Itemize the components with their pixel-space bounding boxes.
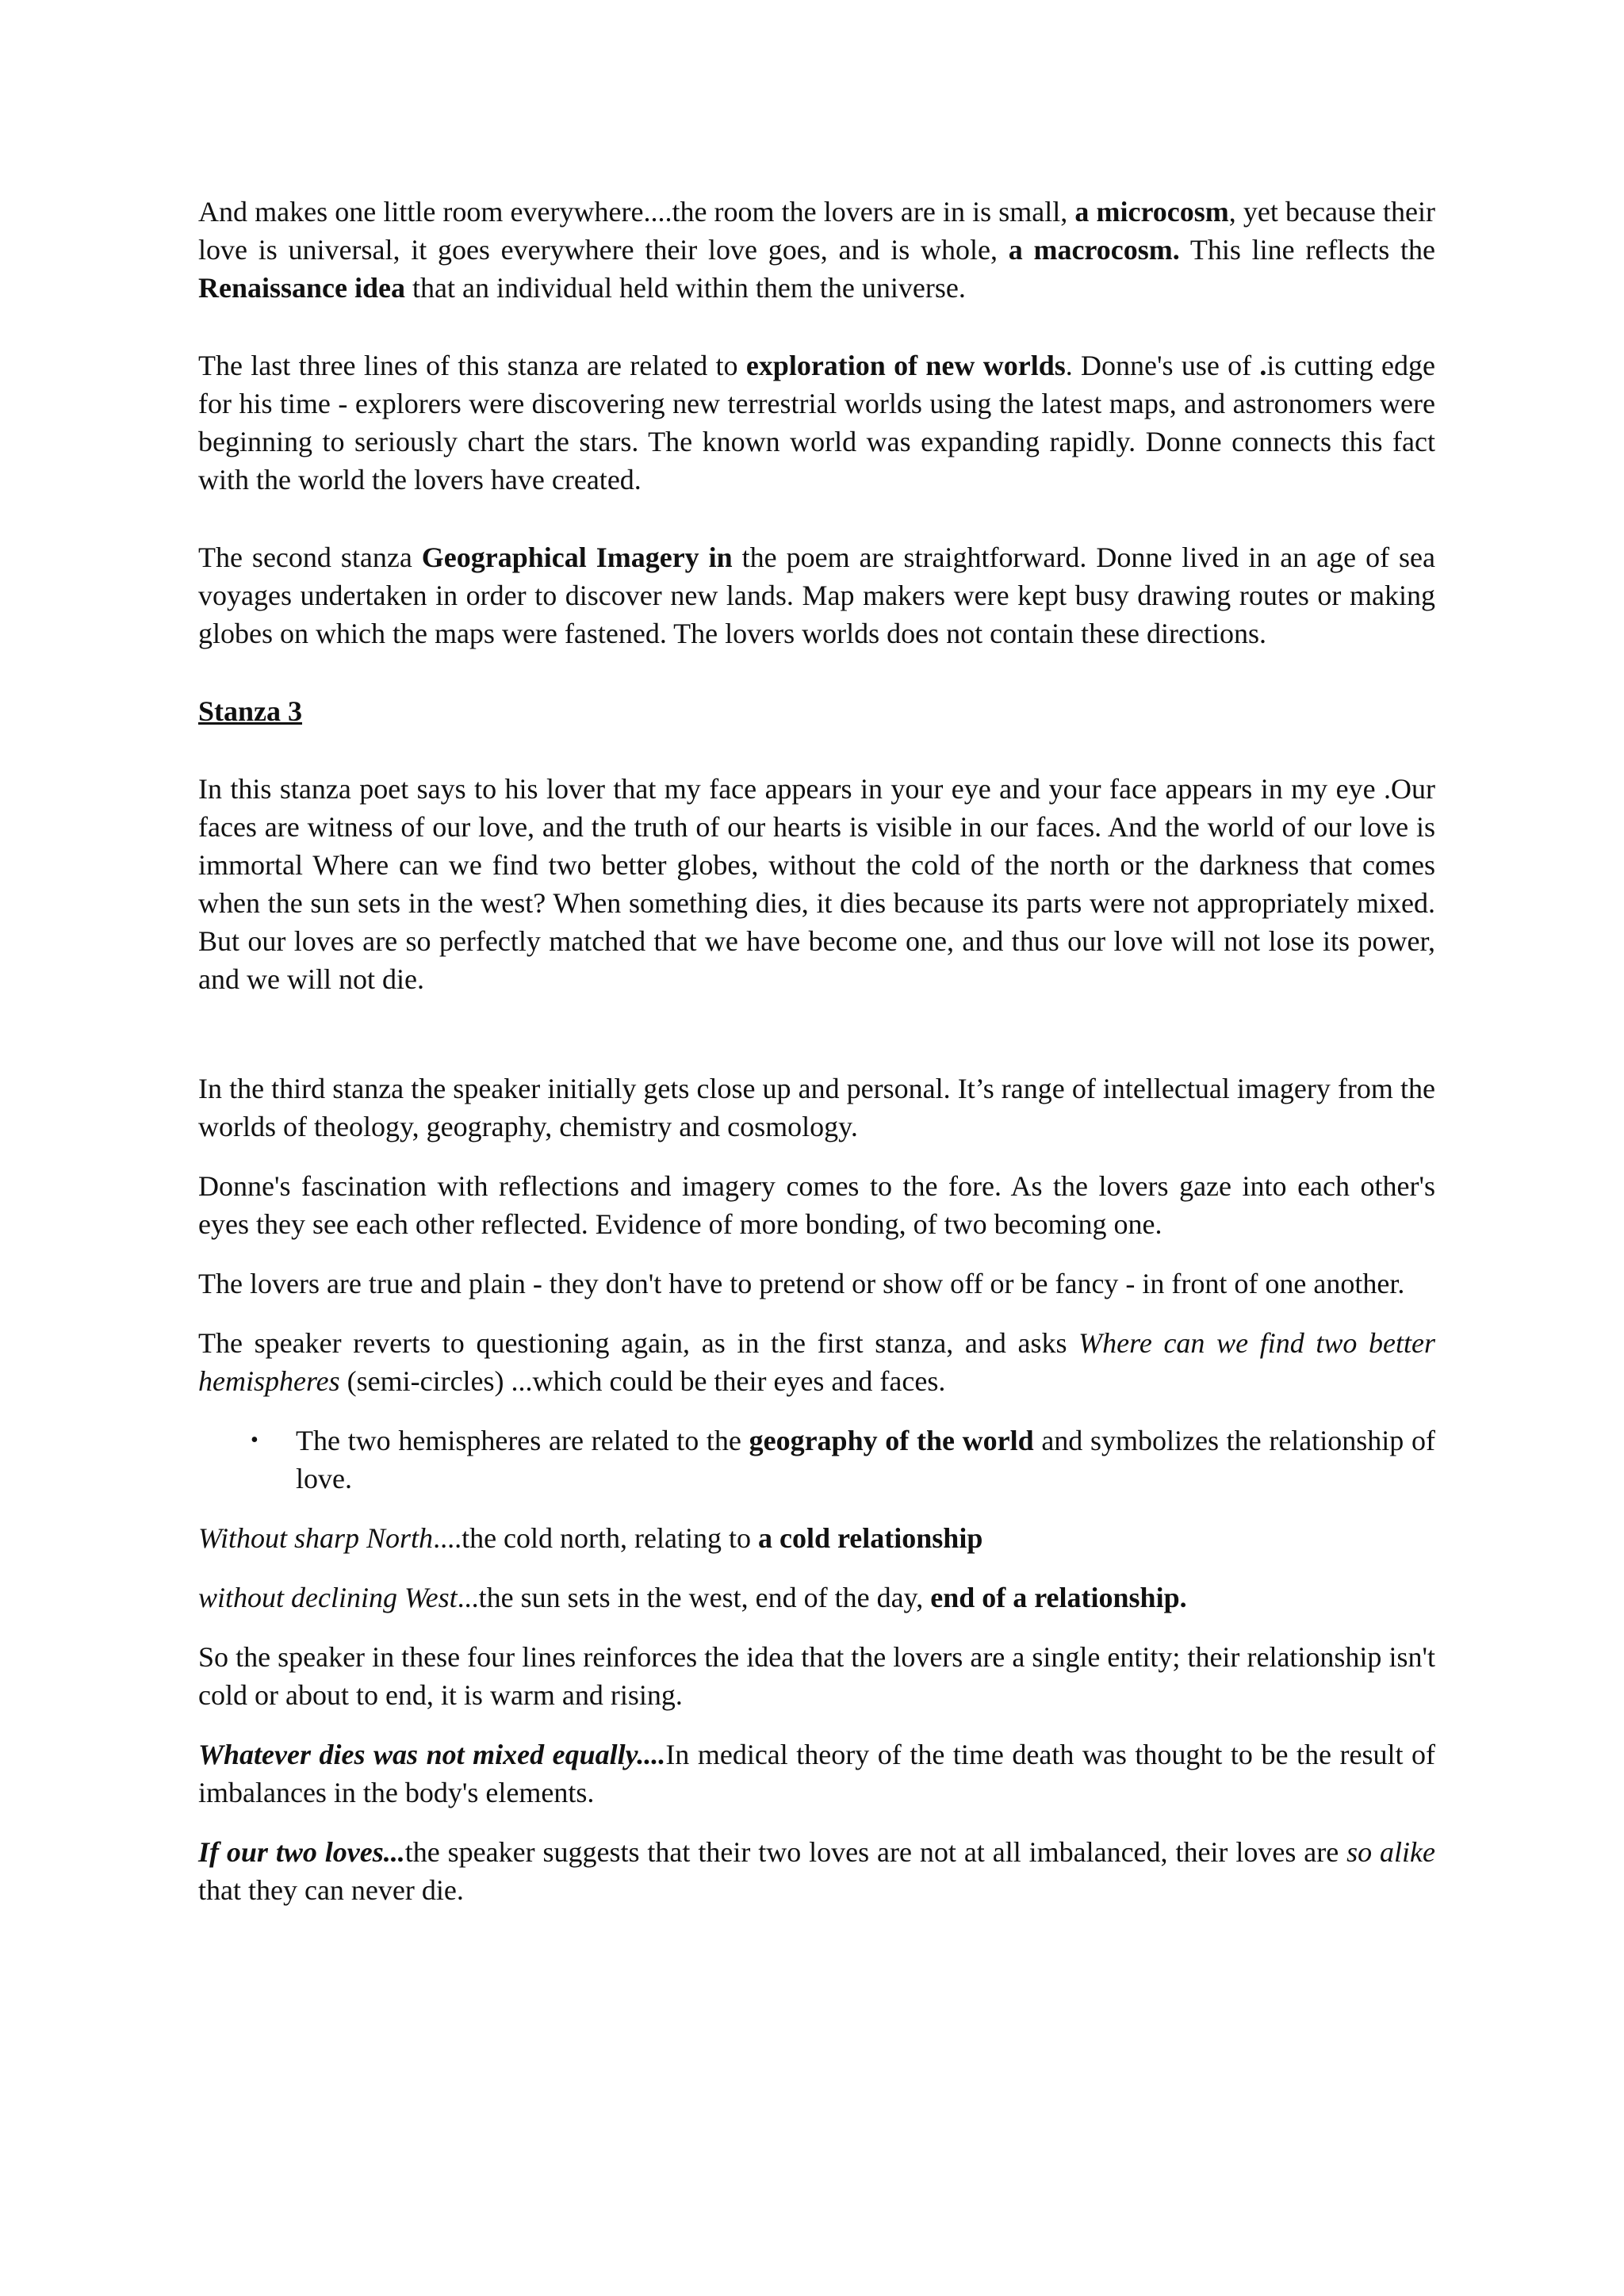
paragraph-stanza-summary: In this stanza poet says to his lover that my face appears in your eye and your face appears in my eye .Our faces are witness of our love, and the truth of our hearts is visible in our faces. And the world of our love is immortal Where can we find two better globes, without the cold of the north or the darkness that comes when the sun sets in the west? When something dies, it dies because its parts were not appropriately mixed. But our loves are so perfectly matched that we have become one, and thus our love will not lose its power, and we will not die. xyxy=(198,773,1435,995)
text-run: ...the sun sets in the west, end of the day, xyxy=(457,1582,931,1613)
quoted-line: Without sharp North xyxy=(198,1522,434,1554)
paragraph-exploration xyxy=(198,346,1435,499)
bold-term: exploration of new worlds xyxy=(745,350,1066,381)
text-run: the speaker suggests that their two loves are not at all imbalanced, their loves are xyxy=(404,1836,1347,1868)
paragraph-two-loves xyxy=(198,1833,1435,1909)
text-run: The second stanza xyxy=(198,541,422,573)
text-run: This line reflects the xyxy=(1179,234,1435,266)
bullet-marker: • xyxy=(251,1428,259,1452)
bold-term: a microcosm xyxy=(1074,196,1229,228)
text-run: and symbolizes the relationship of love. xyxy=(296,1425,1435,1494)
text-run: And makes one little room everywhere....the room the lovers are in is small, xyxy=(198,196,1075,228)
bold-term: a cold relationship xyxy=(757,1522,983,1554)
text-run: , yet because their love is universal, it goes everywhere their love goes, and is whole, xyxy=(198,196,1436,266)
text-run: that they can never die. xyxy=(198,1874,464,1906)
emphasis: so alike xyxy=(1346,1836,1435,1868)
paragraph-true-and-plain: The lovers are true and plain - they don't have to pretend or show off or be fancy - in front of one another. xyxy=(198,1268,1405,1299)
quoted-line: If our two loves... xyxy=(198,1836,405,1868)
bold-term: Renaissance idea xyxy=(198,272,405,304)
bullet-item-hemispheres xyxy=(198,1422,1435,1498)
text-run: . Donne's use of xyxy=(1065,350,1260,381)
text-run: The two hemispheres are related to the xyxy=(296,1425,749,1456)
paragraph-reflections: Donne's fascination with reflections and imagery comes to the fore. As the lovers gaze into each other's eyes they see each other reflected. Evidence of more bonding, of two becoming one. xyxy=(198,1170,1435,1240)
paragraph-third-stanza: In the third stanza the speaker initially gets close up and personal. It’s range of intellectual imagery from the worlds of theology, geography, chemistry and cosmology. xyxy=(198,1073,1435,1142)
text-run: is cutting edge for his time - explorers were discovering new terrestrial worlds using the latest maps, and astronomers were beginning to seriously chart the stars. The known world was expanding rapidly. Donne connects this fact with the world the lovers have created. xyxy=(198,350,1435,496)
text-run: ....the cold north, relating to xyxy=(433,1522,758,1554)
bold-term: end of a relationship. xyxy=(930,1582,1187,1613)
bold-term: . xyxy=(1259,350,1267,381)
paragraph-microcosm xyxy=(198,193,1435,307)
paragraph-questioning xyxy=(198,1324,1435,1400)
text-run: The speaker reverts to questioning again, as in the first stanza, and asks xyxy=(198,1327,1079,1359)
quoted-line: Whatever dies was not mixed equally.... xyxy=(198,1739,666,1770)
document-body xyxy=(198,193,1435,1909)
quoted-line: Where can we find two better hemispheres xyxy=(198,1327,1436,1397)
text-run: The last three lines of this stanza are related to xyxy=(198,350,746,381)
paragraph-geographical-imagery xyxy=(198,538,1435,652)
paragraph-single-entity: So the speaker in these four lines reinforces the idea that the lovers are a single entity; their relationship isn't cold or about to end, it is warm and rising. xyxy=(198,1641,1435,1711)
paragraph-mixed-equally xyxy=(198,1735,1435,1812)
quoted-line: without declining West xyxy=(198,1582,458,1613)
text-run: that an individual held within them the universe. xyxy=(405,272,966,304)
paragraph-declining-west xyxy=(198,1578,1435,1617)
text-run: In medical theory of the time death was thought to be the result of imbalances in the body's elements. xyxy=(198,1739,1435,1808)
text-run: the poem are straightforward. Donne lived in an age of sea voyages undertaken in order to discover new lands. Map makers were kept busy drawing routes or making globes on which the maps were fastened. The lovers worlds does not contain these directions. xyxy=(198,541,1435,649)
section-heading: Stanza 3 xyxy=(198,695,303,727)
text-run: (semi-circles) ...which could be their eyes and faces. xyxy=(339,1365,946,1397)
paragraph-sharp-north xyxy=(198,1519,1435,1557)
bold-term: geography of the world xyxy=(749,1425,1034,1456)
bold-term: Geographical Imagery in xyxy=(421,541,733,573)
bold-term: a macrocosm. xyxy=(1008,234,1180,266)
